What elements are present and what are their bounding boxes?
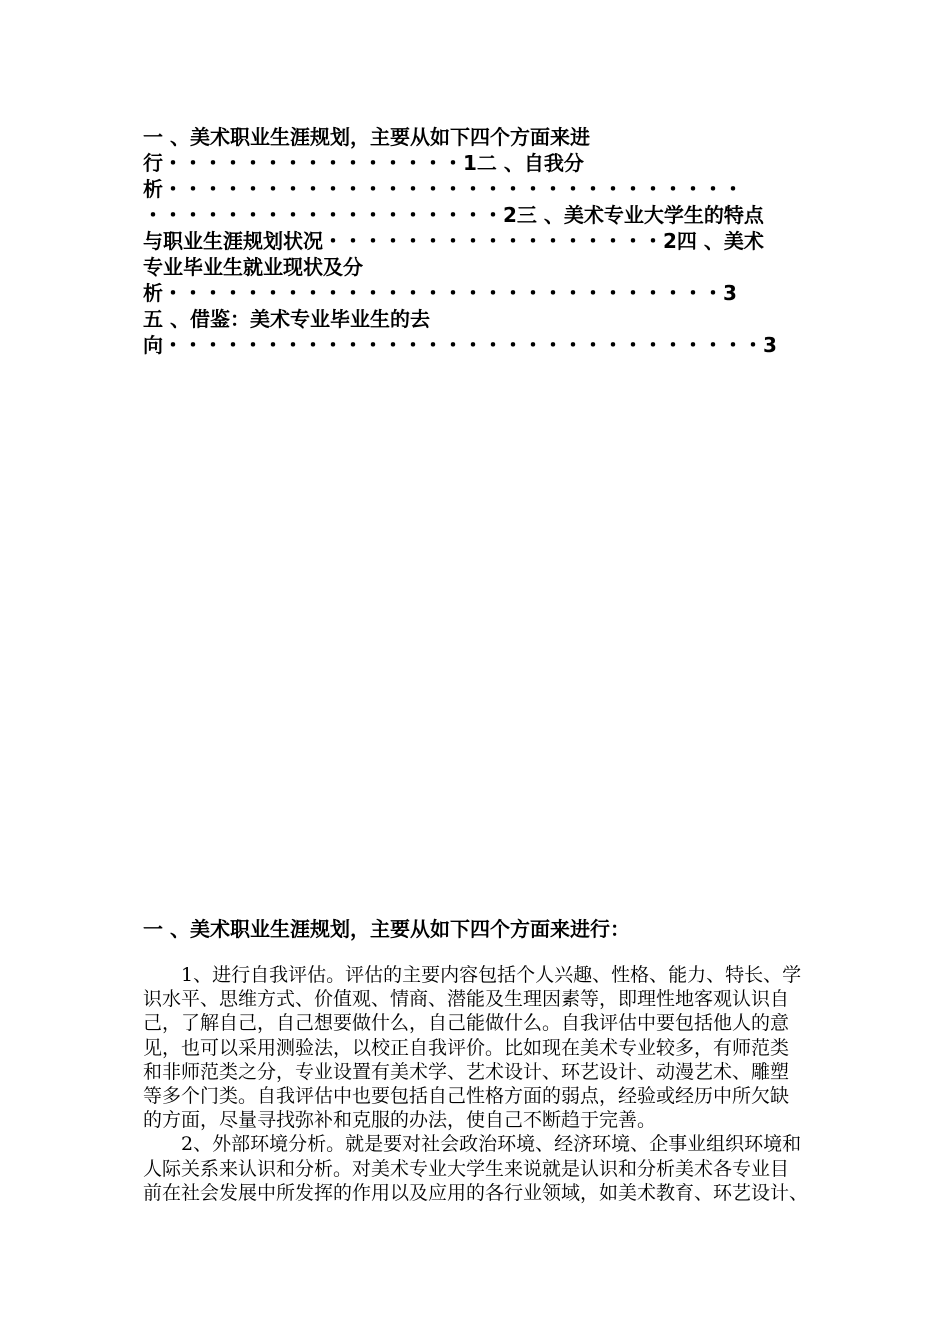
toc-line: 一 、美术职业生涯规划，主要从如下四个方面来进: [143, 125, 590, 149]
toc-line: 析・・・・・・・・・・・・・・・・・・・・・・・・・・・・・: [143, 177, 743, 201]
toc-line: 向・・・・・・・・・・・・・・・・・・・・・・・・・・・・・・3: [143, 333, 777, 357]
body-line: 前在社会发展中所发挥的作用以及应用的各行业领域，如美术教育、环艺设计、: [143, 1181, 809, 1204]
table-of-contents: [143, 124, 803, 358]
body-line: 和非师范类之分，专业设置有美术学、艺术设计、环艺设计、动漫艺术、雕塑: [143, 1060, 790, 1083]
body-line: 见，也可以采用测验法，以校正自我评价。比如现在美术专业较多，有师范类: [143, 1036, 790, 1059]
toc-line: 析・・・・・・・・・・・・・・・・・・・・・・・・・・・・3: [143, 281, 737, 305]
toc-line: 专业毕业生就业现状及分: [143, 255, 363, 279]
body-paragraphs: [143, 963, 813, 1205]
body-line: 识水平、思维方式、价值观、情商、潜能及生理因素等，即理性地客观认识自: [143, 988, 790, 1011]
body-line: 己，了解自己，自己想要做什么，自己能做什么。自我评估中要包括他人的意: [143, 1012, 790, 1035]
body-line: 等多个门类。自我评估中也要包括自己性格方面的弱点，经验或经历中所欠缺: [143, 1084, 790, 1107]
body-line: 1、进行自我评估。评估的主要内容包括个人兴趣、性格、能力、特长、学: [143, 964, 802, 986]
body-line: 2、外部环境分析。就是要对社会政治环境、经济环境、企事业组织环境和: [143, 1133, 802, 1156]
section-heading: 一 、美术职业生涯规划，主要从如下四个方面来进行：: [143, 917, 630, 941]
toc-line: 行・・・・・・・・・・・・・・・1二 、自我分: [143, 151, 584, 175]
toc-line: 与职业生涯规划状况・・・・・・・・・・・・・・・・・2四 、美术: [143, 229, 764, 253]
body-line: 人际关系来认识和分析。对美术专业大学生来说就是认识和分析美术各专业目: [143, 1157, 790, 1180]
body-line: 的方面，尽量寻找弥补和克服的办法，使自己不断趋于完善。: [143, 1109, 657, 1132]
toc-line: 五 、借鉴：美术专业毕业生的去: [143, 307, 430, 331]
toc-line: ・・・・・・・・・・・・・・・・・・2三 、美术专业大学生的特点: [143, 203, 764, 227]
